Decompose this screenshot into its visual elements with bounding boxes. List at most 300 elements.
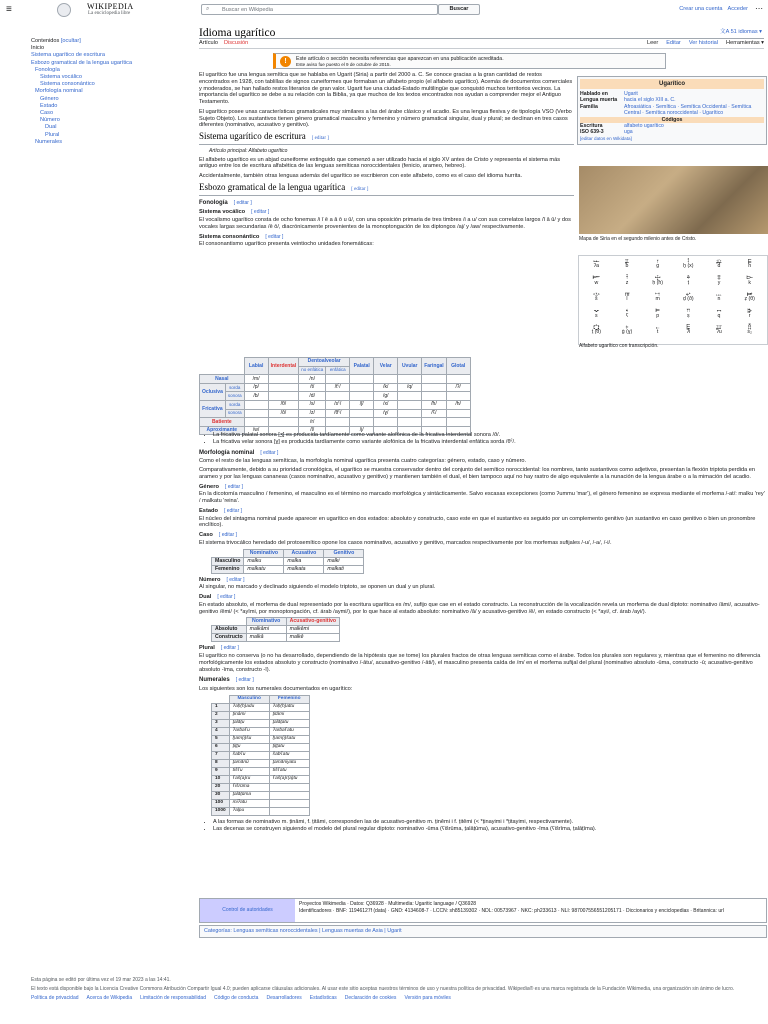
footer <box>31 977 766 1002</box>
more-options-icon[interactable]: ⋯ <box>755 4 763 13</box>
toc-item[interactable]: Estado <box>40 102 58 109</box>
toc-item[interactable]: Plural <box>45 131 60 138</box>
glyph-cell <box>612 308 643 324</box>
note-item: • La fricativa velar sonora [ɣ] es producida tardíamente como variante alofónica de la fricativa interdental enfática sorda /θˁ/. <box>213 439 765 446</box>
table-row <box>212 735 310 743</box>
table-cell <box>268 383 299 392</box>
table-col-header[interactable]: Labial <box>244 358 268 375</box>
section-heading-writing: Sistema ugarítico de escritura [ editar ] <box>199 133 574 145</box>
table-cell: ṯalāṯūma <box>229 791 269 799</box>
table-row-header: 30 <box>212 791 230 799</box>
table-row <box>212 719 310 727</box>
table-col-header[interactable]: Interdental <box>268 358 299 375</box>
footer-link[interactable]: Desarrolladores <box>266 995 302 1002</box>
table-row <box>212 743 310 751</box>
search-button[interactable]: Buscar <box>438 4 480 15</box>
wikidata-edit-link[interactable]: [editar datos en Wikidata] <box>580 135 632 141</box>
table-cell: ʔalpu <box>229 807 269 815</box>
language-button[interactable]: 文A 51 idiomas ▾ <box>719 29 762 35</box>
table-col-header: Nominativo <box>246 618 286 626</box>
table-col-header[interactable]: Palatal <box>350 358 374 375</box>
glyph-transcription: s₂ <box>747 329 752 335</box>
infobox-value[interactable]: Ugarit <box>624 91 638 98</box>
glyph-cell <box>581 259 612 275</box>
table-row-header[interactable]: Nasal <box>200 375 245 384</box>
morph-paragraph-2: Comparativamente, debido a su prioridad cronológica, el ugarítico se muestra conservador dentro del conjunto del semítico noroccidental: los nombres, tanto sustantivos como adjetivos, presentan la flexión triptota perdida en arameo y por las lenguas cananeas (casos nominativo, acusativo y genitivo) y mantienen también el dual, el bien tampoco aquí no hay rastro de algo equivalente a la nunación de la lengua árabe o a la mimación del acadio. <box>199 467 755 480</box>
table-cell <box>422 383 446 392</box>
glyph-sign: 𐎖 <box>716 307 722 315</box>
tab-read[interactable]: Leer <box>646 40 659 46</box>
edit-link[interactable]: [ editar ] <box>233 199 252 206</box>
table-cell <box>269 791 309 799</box>
glyph-cell <box>642 259 673 275</box>
table-cell: /sˁ/ <box>326 400 350 409</box>
toc-item[interactable]: Sistema vocálico <box>40 74 82 81</box>
vowel-paragraph: El vocalismo ugarítico consta de ocho fonemas /i î ē a â ō u û/, con una oposición primaria de tres timbres /i a u/ con sus correlatos largos /î â û/ y dos vocales largas secundarias /ē ō/, diacrónicamente provenientes de la monoptongación de los diptongos /aj/ y /aw/ respectivamente. <box>199 217 571 230</box>
edit-link[interactable]: [ editar ] <box>235 677 254 684</box>
table-cell: ʔarbaʕu <box>229 727 269 735</box>
categories-box[interactable]: Categorías: Lenguas semíticas noroccidentales | Lenguas muertas de Asia | Ugarit <box>199 925 767 938</box>
edit-link[interactable]: [ editar ] <box>220 645 239 652</box>
table-row-header: Absoluto <box>212 626 247 634</box>
toc-item[interactable]: Número <box>40 117 60 124</box>
glyph-transcription: ṭ <box>687 279 690 286</box>
infobox-value[interactable]: hacia el siglo XIII a. C. <box>624 97 676 104</box>
glyph-transcription: ġ (ɣ) <box>621 329 633 335</box>
table-cell: ṯalāṯatu <box>269 719 309 727</box>
authority-label[interactable]: Control de autoridades <box>200 899 295 922</box>
subsection-heading-plural: Plural [ editar ] <box>199 645 239 652</box>
infobox-row: Escritura alfabeto ugarítico <box>580 123 664 130</box>
footer-link[interactable]: Código de conducta <box>213 995 259 1002</box>
glyph-cell <box>612 292 643 308</box>
table-corner <box>200 358 245 375</box>
divider <box>199 48 764 49</box>
notice-subtext: Este aviso fue puesto el 9 de octubre de 2015. <box>296 62 391 67</box>
table-row <box>212 783 310 791</box>
glyph-transcription: p <box>656 312 660 319</box>
glyph-sign: 𐎗 <box>747 307 752 315</box>
table-cell: tišʕu <box>229 767 269 775</box>
glyph-sign: 𐎌 <box>592 290 600 298</box>
tab-article[interactable]: Artículo <box>199 40 218 46</box>
table-row-header[interactable]: Batiente <box>200 418 245 427</box>
site-header <box>0 0 768 20</box>
notice-box <box>273 53 666 69</box>
glyph-transcription: ʔi <box>686 329 691 335</box>
table-row-subheader: sorda <box>225 400 244 409</box>
glyph-transcription: ʔu <box>716 329 722 335</box>
table-col-header[interactable]: Velar <box>374 358 398 375</box>
footer-link[interactable]: Estadísticas <box>309 995 337 1002</box>
glyph-sign: 𐎅 <box>747 258 752 265</box>
authority-projects[interactable]: Proyectos Wikimedia · Datos: Q36928 · Multimedia: Ugaritic language / Q36928 <box>299 901 477 907</box>
glyph-transcription: w <box>594 279 599 286</box>
edit-link[interactable]: [ editar ] <box>217 594 236 600</box>
subsection-heading-gender: Género [ editar ] <box>199 483 243 490</box>
hatnote[interactable]: Artículo principal: Alfabeto ugarítico <box>209 147 288 154</box>
table-row-header: 3 <box>212 719 230 727</box>
map-image[interactable] <box>579 166 768 234</box>
table-row <box>212 703 310 711</box>
table-cell: /k/ <box>374 383 398 392</box>
glyph-sign: 𐎀 <box>593 258 600 265</box>
edit-link[interactable]: [ editar ] <box>224 483 243 490</box>
glyph-cell <box>673 292 704 308</box>
table-cell <box>326 418 350 427</box>
toc-item[interactable]: Inicio <box>31 45 45 52</box>
table-cell: ʔarbaʕatu <box>269 727 309 735</box>
table-row-header: 2 <box>212 711 230 719</box>
glyph-transcription: b <box>625 263 629 270</box>
table-cell: malkati <box>324 565 364 573</box>
table-cell: malkata <box>284 565 324 573</box>
toc-item[interactable]: Sistema consonántico <box>40 81 95 88</box>
consonant-paragraph: El consonantismo ugarítico presenta veintiocho unidades fonemáticas: <box>199 241 374 248</box>
table-cell <box>422 375 446 384</box>
table-cell <box>398 392 422 401</box>
table-cell <box>446 392 470 401</box>
footer-link[interactable]: Declaración de cookies <box>344 995 397 1002</box>
table-subheader: enfática <box>326 366 350 375</box>
infobox-row: ISO 639-3 uga <box>580 129 633 136</box>
glyph-cell <box>734 308 765 324</box>
edit-link[interactable]: [ editar ] <box>260 449 279 456</box>
glyph-transcription: d <box>717 263 721 270</box>
table-row-header[interactable]: Aproximante <box>200 426 245 435</box>
glyph-transcription: ẓ (θ) <box>744 296 755 303</box>
table-cell: /n/ <box>299 375 326 384</box>
glyph-cell <box>581 308 612 324</box>
table-cell: /q/ <box>398 383 422 392</box>
glyph-transcription: m <box>655 296 660 303</box>
tools-menu[interactable]: Herramientas ▾ <box>726 40 764 46</box>
table-cell: ʔaḥ(h)adu <box>229 703 269 711</box>
glyph-transcription: g <box>656 263 660 270</box>
table-cell <box>446 418 470 427</box>
table-row-header: 20 <box>212 783 230 791</box>
state-paragraph: El núcleo del sintagma nominal puede aparecer en ugarítico en dos estados: absoluto y constructo, caso este en que el sustantivo es seguido por un complemento genitivo (un sustantivo en caso genitivo o bien un pronombre enclítico). <box>199 515 756 529</box>
table-cell: ṯinâmi <box>229 711 269 719</box>
table-cell: /z/ <box>299 409 326 418</box>
table-cell <box>268 418 299 427</box>
edit-link[interactable]: [ editar ] <box>251 209 270 216</box>
glyph-cell <box>734 325 765 341</box>
login-link[interactable]: Acceder <box>727 6 748 12</box>
glyph-cell <box>581 325 612 341</box>
glyph-cell <box>612 325 643 341</box>
notice-text: Este artículo o sección necesita referencias que aparezcan en una publicación acreditada. <box>296 56 504 62</box>
tab-history[interactable]: Ver historial <box>688 40 719 46</box>
table-cell: malki <box>324 557 364 565</box>
table-cell <box>350 392 374 401</box>
table-row <box>212 727 310 735</box>
table-header-row <box>212 695 310 703</box>
glyph-sign: 𐎕 <box>686 307 691 315</box>
table-cell <box>269 783 309 791</box>
infobox-row <box>580 104 764 116</box>
table-col-header[interactable]: Glotal <box>446 358 470 375</box>
edit-link[interactable]: [ editar ] <box>311 136 329 141</box>
subsection-heading-vowels: Sistema vocálico [ editar ] <box>199 209 270 216</box>
footer-link[interactable]: Acerca de Wikipedia <box>86 995 133 1002</box>
glyph-sign: 𐎈 <box>654 274 661 282</box>
table-cell: miʔatu <box>229 799 269 807</box>
glyph-cell <box>673 308 704 324</box>
toc-item[interactable]: Fonología <box>35 66 60 73</box>
table-cell: /tˁ/ <box>326 383 350 392</box>
table-cell: /ʕ/ <box>422 409 446 418</box>
note-item: • A las formas de nominativo m. ṯinâmi, f. ṯitâmi, corresponden las de acusativo-genitivo m. ṯinêmi i f. ṯitêmi (< *ṯinayimi i *ṯitayimi, respectivamente). <box>213 819 765 826</box>
table-header-row <box>212 549 364 557</box>
glyph-transcription: y <box>717 279 721 286</box>
table-cell <box>350 409 374 418</box>
toc-item[interactable]: Esbozo gramatical de la lengua ugarítica <box>31 59 133 66</box>
table-col-header: Nominativo <box>244 549 284 557</box>
writing-paragraph-2: Accidentalmente, también otras lenguas además del ugarítico se escribieron con este alfabeto, como es el caso del idioma hurrita. <box>199 173 523 179</box>
edit-link[interactable]: [ editar ] <box>218 532 237 538</box>
user-links <box>679 6 748 14</box>
table-col-header <box>212 618 247 626</box>
table-header-row <box>200 358 471 367</box>
table-row-header: 4 <box>212 727 230 735</box>
table-col-header: Acusativo-genitivo <box>286 618 339 626</box>
footer-links <box>31 995 766 1002</box>
table-cell: /m/ <box>244 375 268 384</box>
table-row-header: 1 <box>212 703 230 711</box>
toc-item[interactable]: Dual <box>45 124 57 131</box>
footer-link[interactable]: Limitación de responsabilidad <box>140 995 206 1002</box>
glyph-sign: 𐎆 <box>592 274 601 282</box>
table-col-header: Masculino <box>229 695 269 703</box>
table-cell <box>269 807 309 815</box>
glyph-sign: 𐎚 <box>655 323 660 331</box>
glyph-transcription: ʕ <box>625 312 629 319</box>
subsection-heading-dual: Dual [ editar ] <box>199 594 236 600</box>
note-item: • Las decenas se construyen siguiendo el modelo del plural regular diptoto: nominativo -ūma (ʕišrūma, ṯalāṯūma), acusativo-genitivo -īma (ʕišrīma, ṯalāṯīma). <box>213 826 765 833</box>
toc-item[interactable]: Numerales <box>35 138 63 145</box>
toc-title: Contenidos [ocultar] <box>31 38 81 44</box>
table-row <box>212 807 310 815</box>
table-row <box>212 565 364 573</box>
table-col-header[interactable]: Dentoalveolar <box>299 358 350 367</box>
table-row <box>212 626 340 634</box>
table-row-header: 100 <box>212 799 230 807</box>
table-cell: ʕaš(a)ru <box>229 775 269 783</box>
table-row-subheader: sonora <box>225 409 244 418</box>
table-cell: /ħ/ <box>422 400 446 409</box>
toc-hide-link[interactable]: [ocultar] <box>60 38 81 44</box>
tab-talk[interactable]: Discusión <box>223 40 249 46</box>
table-cell <box>244 400 268 409</box>
consonant-table <box>199 357 471 435</box>
subsection-heading-phonology: Fonología [ editar ] <box>199 199 252 206</box>
glyph-sign: 𐎜 <box>716 323 722 331</box>
toc-item[interactable]: Caso <box>40 110 54 117</box>
table-cell: /ð/ <box>268 409 299 418</box>
glyph-transcription: ʔa <box>593 263 600 270</box>
glyph-sign: 𐎋 <box>746 274 753 282</box>
table-row-header: 10 <box>212 775 230 783</box>
glyph-cell <box>642 292 673 308</box>
table-cell: ʕaš(a)r(a)tu <box>269 775 309 783</box>
divider <box>199 38 764 39</box>
edit-link[interactable]: [ editar ] <box>226 576 245 583</box>
glyph-transcription: q <box>717 312 721 319</box>
infobox-title: Ugarítico <box>580 79 764 89</box>
table-cell <box>244 409 268 418</box>
glyph-sign: 𐎎 <box>655 290 661 298</box>
table-row <box>200 418 471 427</box>
plural-paragraph: El ugarítico no conserva (o no ha desarrollado, dependiendo de la hipótesis que se tome) los plurales fractos de otras lenguas semíticas como el árabe. Todos los plurales son regulares y, mientras que el femenino no diferencia morfológicamente los estados absoluto y constructo (nominativo /-ātu/, acusativo-genitivo /-āti/), el masculino presenta caída de /m/ en el morfema sufijal del plural (nominativo absoluto -ūma, constructo -ū; acusativo-genitivo absoluto -īma, constructo -ī). <box>199 653 761 673</box>
glyph-cell <box>673 275 704 291</box>
toc-item[interactable]: Sistema ugarítico de escritura <box>31 52 105 59</box>
glyph-transcription: h <box>748 263 752 270</box>
edit-link[interactable]: [ editar ] <box>351 186 369 192</box>
search-icon: ⌕ <box>206 6 210 12</box>
glyph-transcription: ḥ (ħ) <box>652 279 663 286</box>
table-row-header: Femenino <box>212 565 244 573</box>
table-row-header: 7 <box>212 751 230 759</box>
table-cell: ḫam(i)šu <box>229 735 269 743</box>
table-row-header: 6 <box>212 743 230 751</box>
table-col-header <box>212 695 230 703</box>
morph-paragraph-1: Como el resto de las lenguas semíticas, la morfología nominal ugarítica presenta cuatro categorías: género, estado, caso y número. <box>199 458 527 465</box>
glyph-cell <box>704 308 735 324</box>
table-row-header[interactable]: Fricativa <box>200 400 226 417</box>
table-cell: /r/ <box>299 418 326 427</box>
footer-link[interactable]: Política de privacidad <box>31 995 79 1002</box>
table-cell: /x/ <box>374 400 398 409</box>
table-cell: ṯiṯṯatu <box>269 743 309 751</box>
table-cell <box>422 418 446 427</box>
table-cell: /ʃ/ <box>350 400 374 409</box>
table-cell <box>398 375 422 384</box>
table-cell <box>326 375 350 384</box>
table-row-header: 9 <box>212 767 230 775</box>
edit-link[interactable]: [ editar ] <box>265 233 284 240</box>
table-cell: malku <box>244 557 284 565</box>
table-col-header[interactable]: Faringal <box>422 358 446 375</box>
edit-link[interactable]: [ editar ] <box>223 507 243 514</box>
table-col-header[interactable]: Uvular <box>398 358 422 375</box>
glyph-cell <box>642 308 673 324</box>
glyph-cell <box>704 275 735 291</box>
article-body <box>199 72 574 251</box>
page-title: Idioma ugarítico <box>199 27 276 39</box>
table-cell <box>446 409 470 418</box>
search-input[interactable]: Buscar en Wikipedia <box>201 4 438 15</box>
table-row-subheader: sonora <box>225 392 244 401</box>
table-cell <box>244 418 268 427</box>
table-row <box>200 400 471 409</box>
infobox-value[interactable]: Afroasiática · Semítica · Semítica Occidental · Semítica Central · Semítica noroccidental · Ugarítico <box>624 103 752 116</box>
glyph-cell <box>612 259 643 275</box>
table-row <box>212 767 310 775</box>
tab-edit[interactable]: Editar <box>666 40 681 46</box>
glyph-cell <box>734 259 765 275</box>
table-row <box>200 392 471 401</box>
glyph-sign: 𐎔 <box>655 307 660 315</box>
case-table <box>211 549 364 574</box>
table-cell <box>398 418 422 427</box>
glyph-transcription: ḫ (x) <box>683 263 694 270</box>
glyph-sign: 𐎇 <box>625 274 629 282</box>
dual-table <box>211 617 340 642</box>
menu-icon[interactable]: ≡ <box>6 4 12 15</box>
table-row <box>212 775 310 783</box>
glyph-transcription: š <box>595 296 598 303</box>
glyph-sign: 𐎍 <box>624 290 630 298</box>
table-cell: /s/ <box>299 400 326 409</box>
glyph-cell <box>704 292 735 308</box>
table-row-header[interactable]: Oclusiva <box>200 383 226 400</box>
table-row-header: Constructo <box>212 634 247 642</box>
table-cell: ḫam(i)šatu <box>269 735 309 743</box>
footer-link[interactable]: Versión para móviles <box>404 995 451 1002</box>
wordmark[interactable]: WIKIPEDIA <box>87 2 134 11</box>
glyph-sign: 𐎁 <box>624 258 630 265</box>
authority-identifiers[interactable]: Identificadores · BNF: 11946127f (data) · GND: 4134608-7 · LCCN: sh85139302 · NDL: 00573967 · NKC: ph233613 · NLI: 987007556551205171 · Diccionarios y enciclopedias · Britannica: url <box>299 907 724 914</box>
translate-icon: 文A <box>719 29 731 35</box>
case-paragraph: El sistema trivocálico heredado del protosemítico opone los casos nominativo, acusativo y genitivo, marcados respectivamente por los morfemas sufijales /-u/, /-a/, /-i/. <box>199 539 612 546</box>
intro-paragraph-2: El ugarítico posee unas características gramaticales muy similares a las del árabe clásico y el acadio. Es una lengua flexiva y de tipología VSO (Verbo Sujeto Objeto). Los sustantivos tienen género gramatical masculino y femenino y número gramatical singular, dual y plural; se declinan en tres casos diferentes (nominativo, acusativo y genitivo). <box>199 108 572 129</box>
wikipedia-logo[interactable] <box>57 3 71 17</box>
tagline: La enciclopedia libre <box>88 11 131 16</box>
glyph-cell <box>673 259 704 275</box>
table-cell <box>350 375 374 384</box>
glyph-transcription: t <box>656 329 659 335</box>
table-row <box>212 791 310 799</box>
table-cell: tišʕatu <box>269 767 309 775</box>
table-cell: ṯiṯṯu <box>229 743 269 751</box>
table-cell <box>398 409 422 418</box>
create-account-link[interactable]: Crear una cuenta <box>679 6 723 12</box>
table-col-header: Acusativo <box>284 549 324 557</box>
table-col-header: Genitivo <box>324 549 364 557</box>
glyph-sign: 𐎏 <box>686 290 691 298</box>
table-cell: malkâmi <box>246 626 286 634</box>
glyph-transcription: k <box>748 279 751 286</box>
license-text: El texto está disponible bajo la Licencia Creative Commons Atribución Compartir Igual 4.0; pueden aplicarse cláusulas adicionales. Al usar este sitio aceptas nuestros términos de uso y nuestra política de privacidad. Wikipedia® es una marca registrada de la Fundación Wikimedia, una organización sin ánimo de lucro. <box>31 985 735 992</box>
table-cell <box>422 392 446 401</box>
table-cell: malka <box>284 557 324 565</box>
table-cell <box>398 400 422 409</box>
note-item: • La fricativa palatal sonora [ʒ] es producida tardíamente como variante alofónica de la fricativa interdental sonora /ð/. <box>213 432 765 439</box>
table-cell <box>269 799 309 807</box>
glyph-cell <box>612 275 643 291</box>
glyph-transcription: r <box>748 312 751 319</box>
table-cell <box>326 392 350 401</box>
infobox-codes-heading: Códigos <box>580 117 764 123</box>
table-subheader: no enfática <box>299 366 326 375</box>
glyph-transcription: ṯ (θ) <box>591 329 601 335</box>
gender-paragraph: En la dicotomía masculino / femenino, el masculino es el término no marcado morfológica y sintácticamente. Salvo escasas excepciones (como ʔummu 'mar'), el género femenino se expresa mediante el morfema /-at/: malku 'rey' / malkatu 'reina'. <box>199 491 765 504</box>
table-row <box>212 759 310 767</box>
table-cell: šabʕu <box>229 751 269 759</box>
table-cell: šabʕatu <box>269 751 309 759</box>
toc-item[interactable]: Género <box>40 95 59 102</box>
glyph-cell <box>581 275 612 291</box>
glyph-sign: 𐎙 <box>625 323 629 331</box>
table-cell: ṯalāṯu <box>229 719 269 727</box>
numerals-table <box>211 695 310 816</box>
table-row <box>212 634 340 642</box>
toc-item[interactable]: Morfología nominal <box>35 88 83 95</box>
glyph-transcription: ṣ <box>687 312 690 319</box>
alphabet-image[interactable] <box>578 255 768 345</box>
subsection-heading-numerals: Numerales [ editar ] <box>199 677 254 684</box>
